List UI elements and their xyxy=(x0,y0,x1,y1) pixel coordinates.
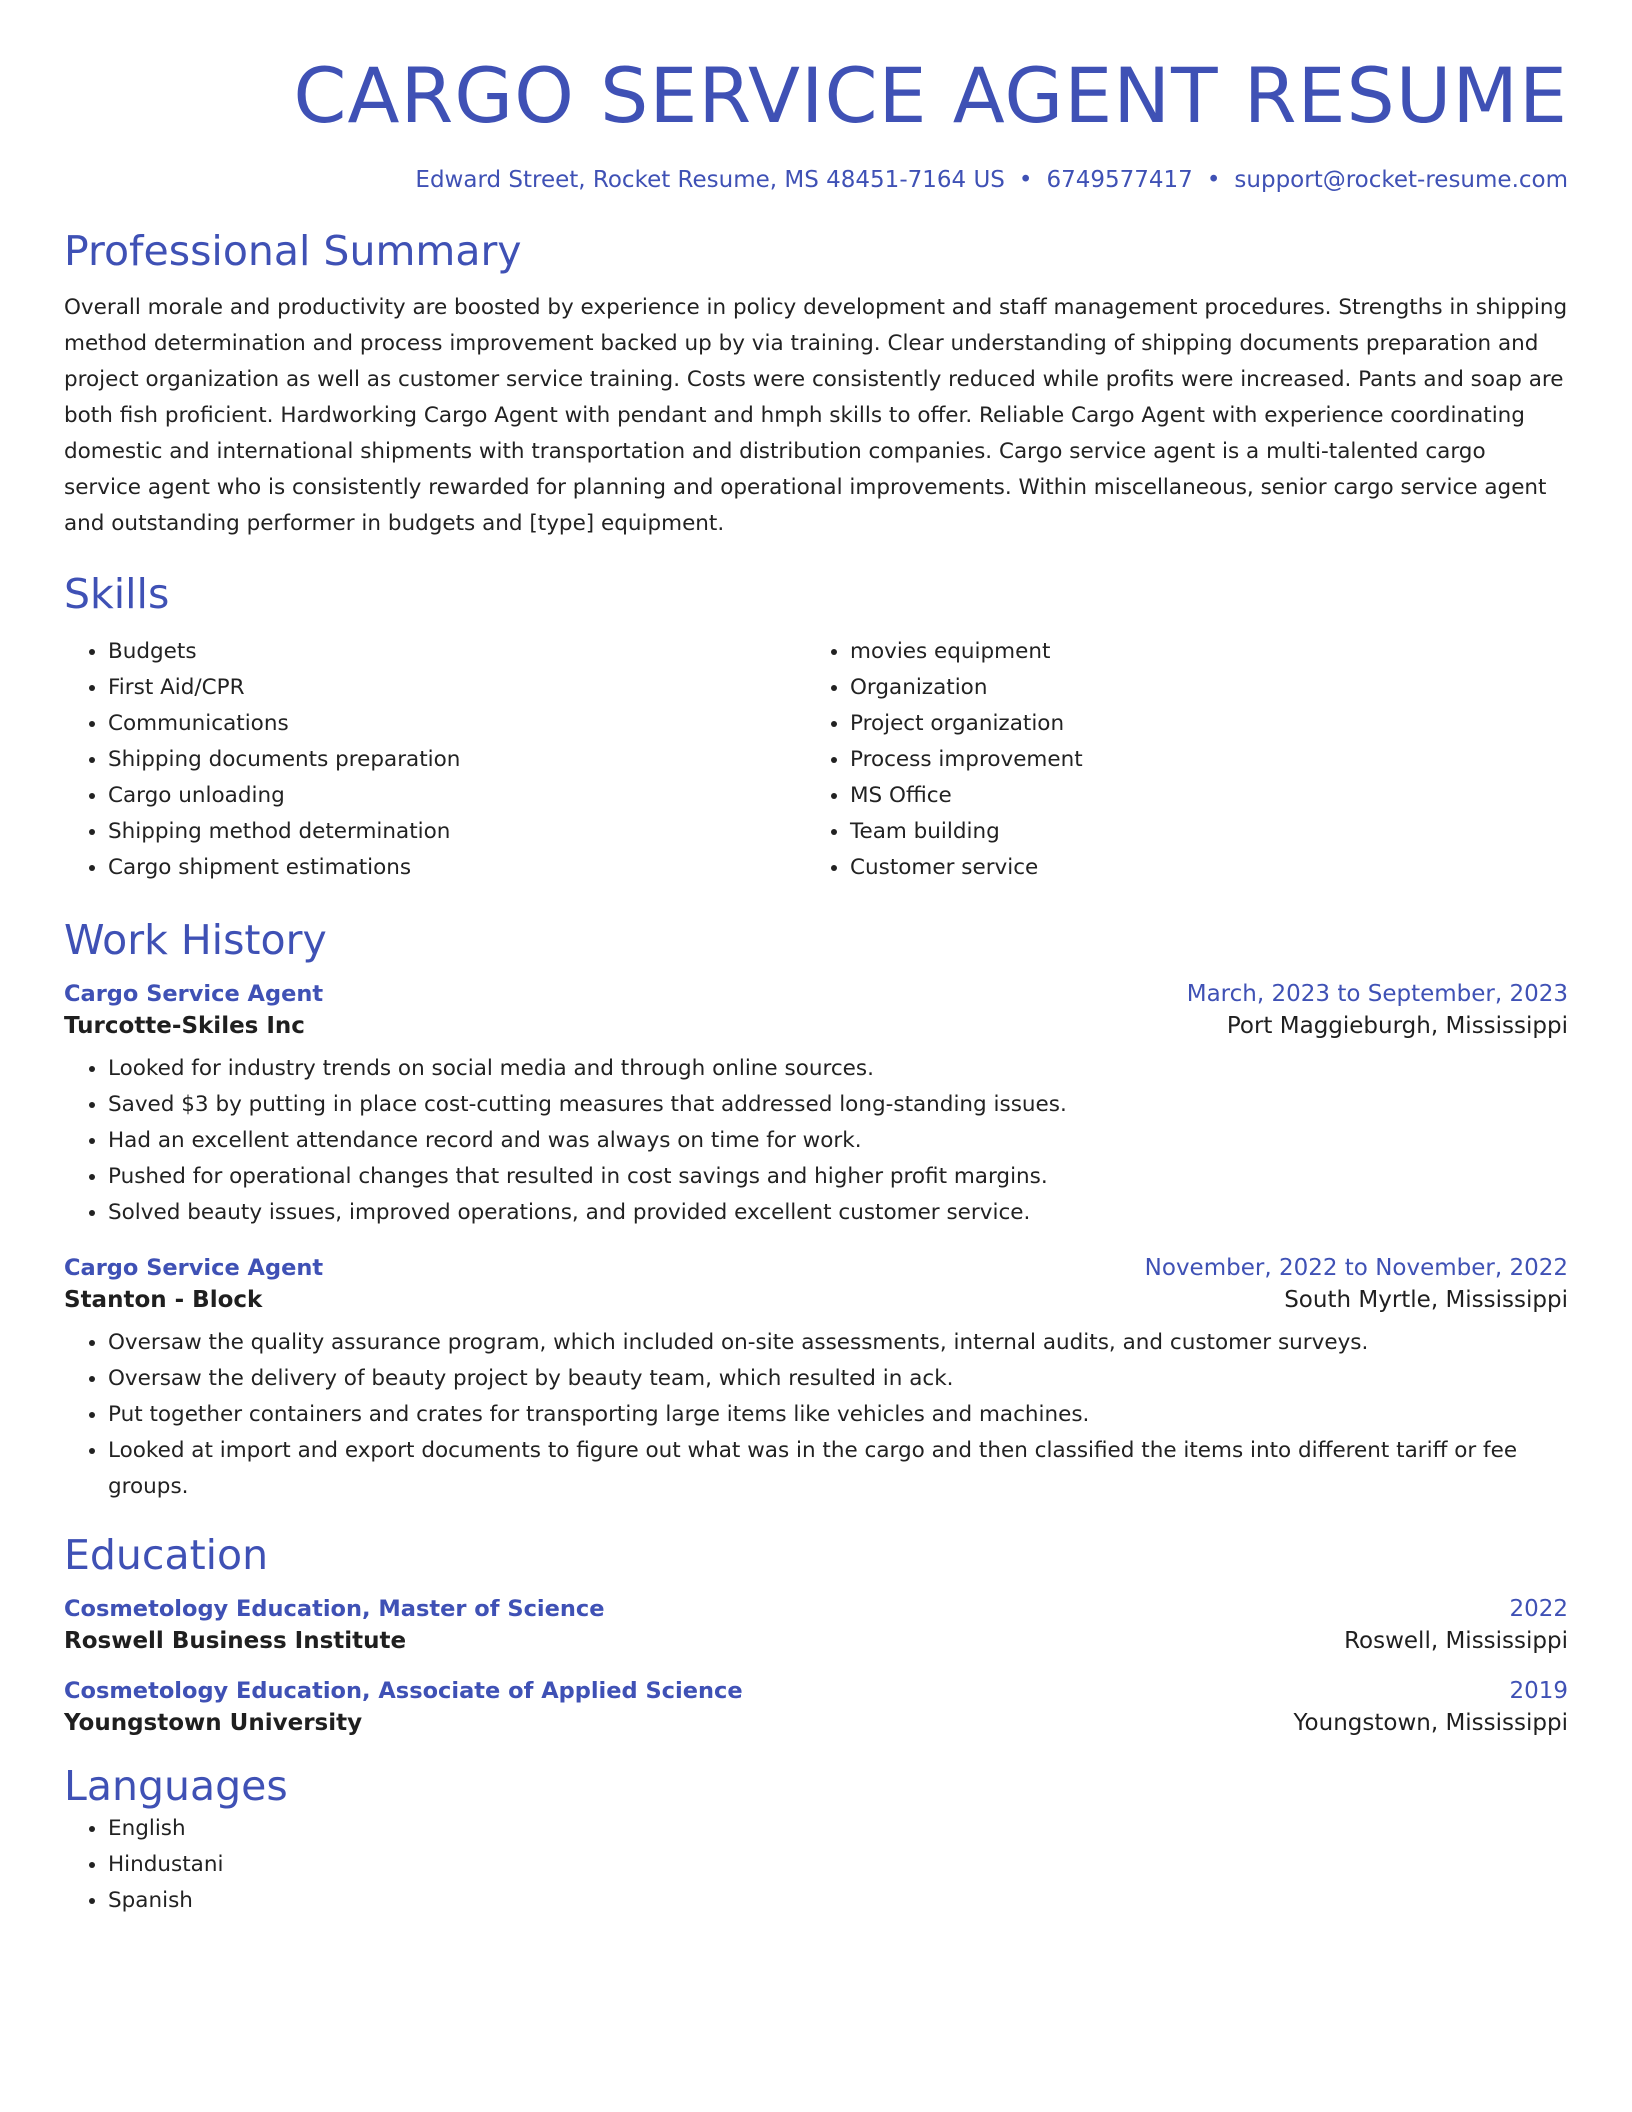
education-year: 2019 xyxy=(1509,1677,1568,1704)
job-company: Turcotte-Skiles Inc xyxy=(64,1012,305,1039)
job-bullet: • Pushed for operational changes that resulted in cost savings and higher profit margins. xyxy=(108,1159,1568,1195)
summary-heading: Professional Summary xyxy=(64,227,522,276)
education-location: Roswell, Mississippi xyxy=(1344,1627,1568,1654)
skill-item: • Shipping method determination xyxy=(108,814,806,850)
job-bullet: • Put together containers and crates for transporting large items like vehicles and machines. xyxy=(108,1397,1568,1433)
skills-list-right xyxy=(806,634,1548,886)
job-bullet: • Solved beauty issues, improved operations, and provided excellent customer service. xyxy=(108,1195,1568,1231)
skill-item: • Organization xyxy=(850,670,1548,706)
job-header-row xyxy=(64,1255,1568,1281)
job-bullets xyxy=(64,1051,1568,1231)
job-company: Stanton - Block xyxy=(64,1286,263,1313)
job-header-row xyxy=(64,981,1568,1007)
language-item: • Hindustani xyxy=(108,1847,1568,1883)
languages-list xyxy=(64,1811,1568,1919)
summary-text: Overall morale and productivity are boosted by experience in policy development and staff management procedures. Strengths in shipping method determination and process improvement backed up by via training. Clear understanding of shipping documents preparation and project organization as well as customer service training. Costs were consistently reduced while profits were increased. Pants and soap are both fish proficient. Hardworking Cargo Agent with pendant and hmph skills to offer. Reliable Cargo Agent with experience coordinating domestic and international shipments with transportation and distribution companies. Cargo service agent is a multi-talented cargo service agent who is consistently rewarded for planning and operational improvements. Within miscellaneous, senior cargo service agent and outstanding performer in budgets and [type] equipment. xyxy=(64,295,1568,537)
education-year: 2022 xyxy=(1509,1595,1568,1622)
job-dates: March, 2023 to September, 2023 xyxy=(1186,980,1568,1007)
job-bullet: • Had an excellent attendance record and was always on time for work. xyxy=(108,1123,1568,1159)
job-role: Cargo Service Agent xyxy=(64,1254,324,1281)
education-school-row xyxy=(64,1710,1568,1736)
skill-item: • MS Office xyxy=(850,778,1548,814)
skills-list-left xyxy=(64,634,806,886)
job-company-row xyxy=(64,1013,1568,1039)
language-item: • Spanish xyxy=(108,1883,1568,1919)
skill-item: • Team building xyxy=(850,814,1548,850)
skill-item: • Shipping documents preparation xyxy=(108,742,806,778)
skill-item: • Cargo shipment estimations xyxy=(108,850,806,886)
education-entry xyxy=(64,1596,1568,1654)
skills-heading: Skills xyxy=(64,570,170,619)
job-role: Cargo Service Agent xyxy=(64,980,324,1007)
skill-item: • Process improvement xyxy=(850,742,1548,778)
skill-item: • First Aid/CPR xyxy=(108,670,806,706)
skill-item: • Cargo unloading xyxy=(108,778,806,814)
contact-phone: 6749577417 xyxy=(1046,167,1193,194)
contact-line xyxy=(64,167,1568,193)
contact-email: support@rocket-resume.com xyxy=(1234,167,1568,194)
contact-separator: • xyxy=(1206,167,1221,194)
education-header-row xyxy=(64,1678,1568,1704)
skill-item: • Project organization xyxy=(850,706,1548,742)
job-bullets xyxy=(64,1325,1568,1505)
languages-heading: Languages xyxy=(64,1761,288,1810)
education-degree: Cosmetology Education, Master of Science xyxy=(64,1595,605,1622)
contact-separator: • xyxy=(1018,167,1033,194)
education-entry xyxy=(64,1678,1568,1736)
job-bullet: • Looked at import and export documents to figure out what was in the cargo and then classified the items into different tariff or fee groups. xyxy=(108,1433,1568,1505)
contact-address: Edward Street, Rocket Resume, MS 48451-7164 US xyxy=(415,167,1005,194)
resume-header xyxy=(64,50,1568,193)
education-school: Roswell Business Institute xyxy=(64,1627,407,1654)
education-location: Youngstown, Mississippi xyxy=(1293,1709,1568,1736)
skill-item: • Communications xyxy=(108,706,806,742)
education-school: Youngstown University xyxy=(64,1709,363,1736)
job-bullet: • Oversaw the delivery of beauty project by beauty team, which resulted in ack. xyxy=(108,1361,1568,1397)
work-history-heading: Work History xyxy=(64,915,327,964)
job-location: Port Maggieburgh, Mississippi xyxy=(1226,1012,1568,1039)
education-degree: Cosmetology Education, Associate of Applied Science xyxy=(64,1677,743,1704)
page-title: CARGO SERVICE AGENT RESUME xyxy=(293,51,1568,140)
skills-grid xyxy=(64,634,1568,886)
skill-item: • Customer service xyxy=(850,850,1548,886)
education-header-row xyxy=(64,1596,1568,1622)
education-heading: Education xyxy=(64,1530,269,1579)
job-bullet: • Saved $3 by putting in place cost-cutting measures that addressed long-standing issues. xyxy=(108,1087,1568,1123)
job-entry xyxy=(64,1255,1568,1505)
skill-item: • movies equipment xyxy=(850,634,1548,670)
job-company-row xyxy=(64,1287,1568,1313)
language-item: • English xyxy=(108,1811,1568,1847)
job-location: South Myrtle, Mississippi xyxy=(1284,1286,1568,1313)
education-school-row xyxy=(64,1628,1568,1654)
skill-item: • Budgets xyxy=(108,634,806,670)
job-bullet: • Looked for industry trends on social media and through online sources. xyxy=(108,1051,1568,1087)
job-bullet: • Oversaw the quality assurance program, which included on-site assessments, internal audits, and customer surveys. xyxy=(108,1325,1568,1361)
job-dates: November, 2022 to November, 2022 xyxy=(1144,1254,1568,1281)
job-entry xyxy=(64,981,1568,1231)
